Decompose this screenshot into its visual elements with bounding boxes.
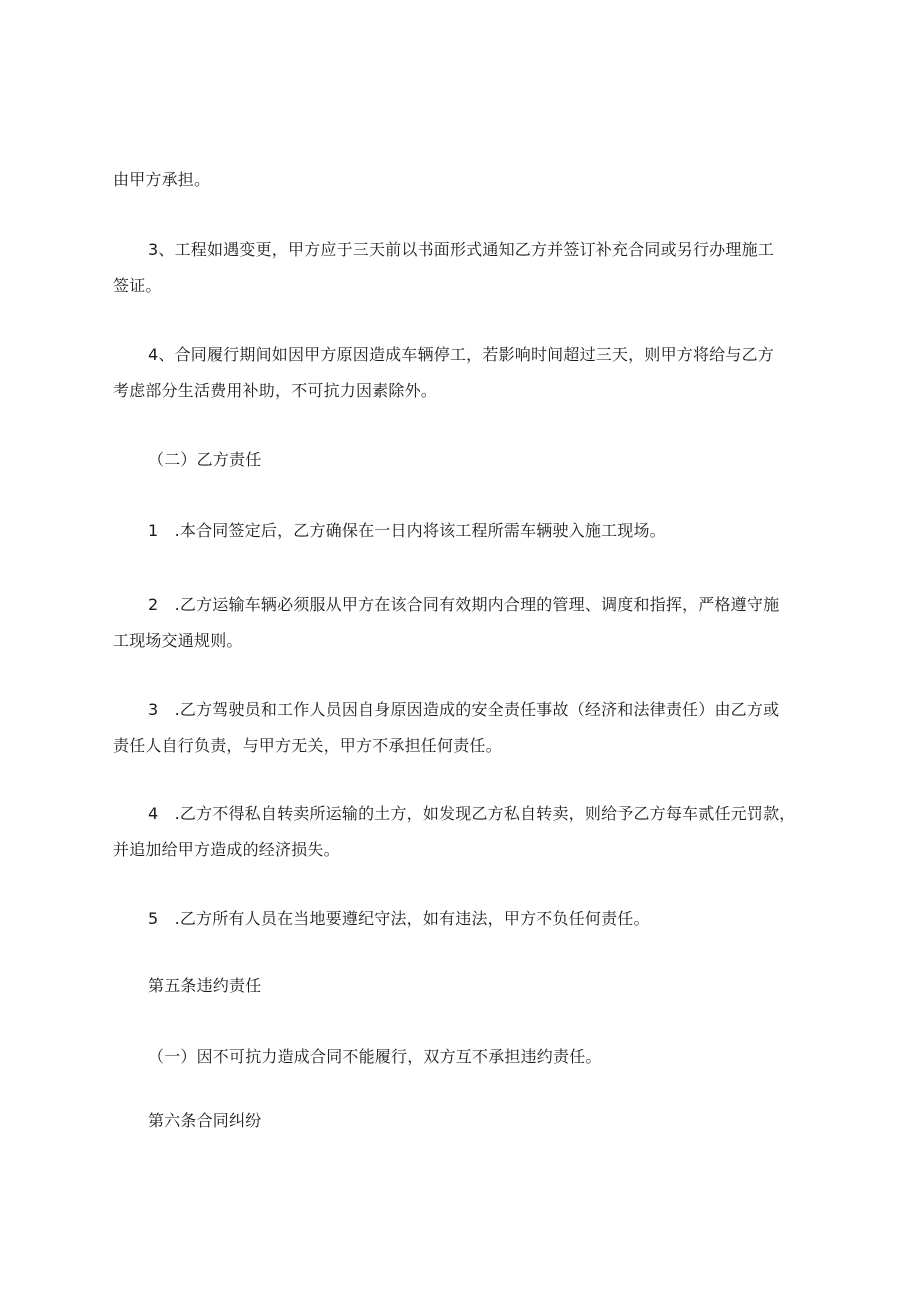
- text-line-continuation: 由甲方承担。: [113, 170, 211, 189]
- party-b-item-4-line-2: 并追加给甲方造成的经济损失。: [113, 840, 340, 859]
- party-b-item-5: 5 .乙方所有人员在当地要遵纪守法，如有违法，甲方不负任何责任。: [148, 909, 650, 928]
- article-6-heading: 第六条合同纠纷: [148, 1111, 262, 1130]
- party-b-item-4-line-1: 4 .乙方不得私自转卖所运输的土方，如发现乙方私自转卖，则给予乙方每车贰任元罚款，: [148, 804, 796, 823]
- article-5-item-1: （一）因不可抗力造成合同不能履行，双方互不承担违约责任。: [148, 1047, 602, 1066]
- clause-4-line-2: 考虑部分生活费用补助，不可抗力因素除外。: [113, 381, 438, 400]
- party-b-item-3-line-1: 3 .乙方驾驶员和工作人员因自身原因造成的安全责任事故（经济和法律责任）由乙方或: [148, 700, 780, 719]
- party-b-item-3-line-2: 责任人自行负责，与甲方无关，甲方不承担任何责任。: [113, 736, 502, 755]
- clause-4-line-1: 4、合同履行期间如因甲方原因造成车辆停工，若影响时间超过三天，则甲方将给与乙方: [148, 345, 774, 364]
- article-5-heading: 第五条违约责任: [148, 976, 262, 995]
- clause-3-line-2: 签证。: [113, 276, 162, 295]
- section-heading-party-b: （二）乙方责任: [148, 450, 262, 469]
- party-b-item-2-line-2: 工现场交通规则。: [113, 631, 243, 650]
- party-b-item-1: 1 .本合同签定后，乙方确保在一日内将该工程所需车辆驶入施工现场。: [148, 521, 666, 540]
- party-b-item-2-line-1: 2 .乙方运输车辆必须服从甲方在该合同有效期内合理的管理、调度和指挥，严格遵守施: [148, 595, 780, 614]
- clause-3-line-1: 3、工程如遇变更，甲方应于三天前以书面形式通知乙方并签订补充合同或另行办理施工: [148, 240, 774, 259]
